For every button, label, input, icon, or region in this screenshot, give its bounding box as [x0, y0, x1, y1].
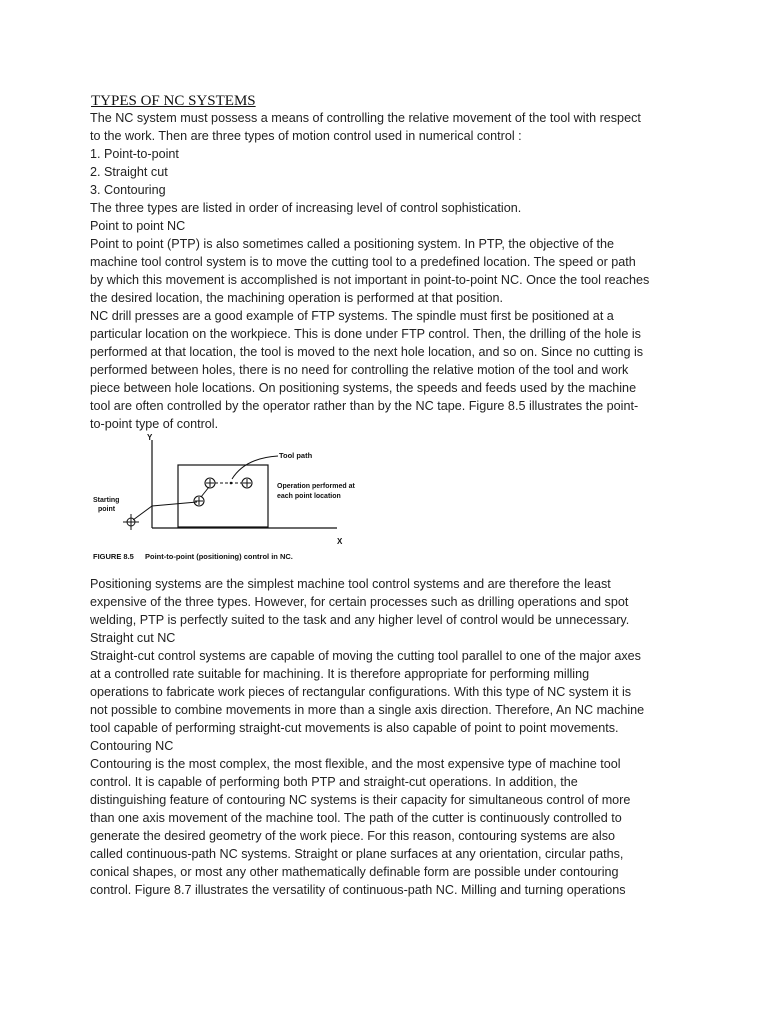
text-line: the desired location, the machining operation is performed at that position. [90, 291, 504, 305]
text-line: not possible to combine movements in more than a single axis direction. Therefore, An NC machine [90, 703, 645, 717]
start-label-line2: point [98, 506, 116, 513]
text-line: operations to fabricate work pieces of rectangular configurations. With this type of NC system it is [90, 685, 632, 699]
x-axis-label: X [337, 537, 343, 546]
text-line: by which this movement is accomplished is not important in point-to-point NC. Once the tool reaches [90, 273, 650, 287]
text-line: The NC system must possess a means of controlling the relative movement of the tool with respect [90, 111, 641, 125]
text-line: particular location on the workpiece. This is done under FTP control. Then, the drilling of the hole is [90, 327, 641, 341]
text-line: Point to point (PTP) is also sometimes called a positioning system. In PTP, the objective of the [90, 237, 615, 251]
tool-path-line [133, 502, 197, 520]
text-line: The three types are listed in order of increasing level of control sophistication. [90, 201, 522, 215]
text-line: 3. Contouring [90, 183, 166, 197]
text-line: than one axis movement of the machine tool. The path of the cutter is continuously controlled to [90, 811, 622, 825]
text-line: control. Figure 8.7 illustrates the versatility of continuous-path NC. Milling and turning operations [90, 883, 626, 897]
text-line: tool are often controlled by the operator rather than by the NC tape. Figure 8.5 illustrates the point- [90, 399, 639, 413]
text-block-2 [90, 575, 690, 899]
tool-path-label: Tool path [279, 451, 313, 460]
text-line: to-point type of control. [90, 417, 219, 431]
text-line: to the work. Then are three types of motion control used in numerical control : [90, 129, 522, 143]
figure-caption-text: Point-to-point (positioning) control in NC. [145, 552, 293, 561]
start-label-line1: Starting [93, 497, 120, 504]
operation-label-line2: each point location [277, 493, 341, 500]
y-axis-label: Y [147, 433, 153, 442]
text-line: piece between hole locations. On positioning systems, the speeds and feeds used by the machine [90, 381, 637, 395]
text-line: Contouring is the most complex, the most flexible, and the most expensive type of machine tool [90, 757, 621, 771]
operation-label-line1: Operation performed at [277, 483, 355, 490]
workpiece-rect [178, 465, 268, 527]
text-line: 1. Point-to-point [90, 147, 179, 161]
text-line: called continuous-path NC systems. Straight or plane surfaces at any orientation, circular paths, [90, 847, 624, 861]
text-line: performed at that location, the tool is moved to the next hole location, and so on. Since no cutting is [90, 345, 644, 359]
tool-path-leader [232, 456, 278, 479]
text-line: distinguishing feature of contouring NC systems is their capacity for simultaneous control of more [90, 793, 631, 807]
text-line: conical shapes, or most any other mathematically definable form are possible under contouring [90, 865, 619, 879]
figure-8-5 [85, 430, 385, 568]
figure-diagram [85, 430, 385, 568]
text-line: 2. Straight cut [90, 165, 168, 179]
text-line: Positioning systems are the simplest machine tool control systems and are therefore the least [90, 577, 611, 591]
text-block-1 [90, 109, 690, 433]
text-line: at a controlled rate suitable for machining. It is therefore appropriate for performing milling [90, 667, 590, 681]
text-line: machine tool control system is to move the cutting tool to a predefined location. The speed or path [90, 255, 636, 269]
text-line: NC drill presses are a good example of FTP systems. The spindle must first be positioned at a [90, 309, 614, 323]
text-line: Straight-cut control systems are capable of moving the cutting tool parallel to one of the major axes [90, 649, 641, 663]
figure-caption-number: FIGURE 8.5 [93, 552, 134, 561]
text-line: generate the desired geometry of the work piece. For this reason, contouring systems are also [90, 829, 616, 843]
text-line: control. It is capable of performing both PTP and straight-cut operations. In addition, the [90, 775, 578, 789]
text-line: expensive of the three types. However, for certain processes such as drilling operations and spot [90, 595, 629, 609]
text-line: Contouring NC [90, 739, 174, 753]
text-line: welding, PTP is perfectly suited to the task and any higher level of control would be unnecessary. [90, 613, 630, 627]
text-line: tool capable of performing straight-cut movements is also capable of point to point movements. [90, 721, 619, 735]
text-line: Straight cut NC [90, 631, 176, 645]
document-title: TYPES OF NC SYSTEMS [91, 93, 256, 109]
text-line: Point to point NC [90, 219, 186, 233]
text-line: performed between holes, there is no need for controlling the relative motion of the tool and work [90, 363, 629, 377]
